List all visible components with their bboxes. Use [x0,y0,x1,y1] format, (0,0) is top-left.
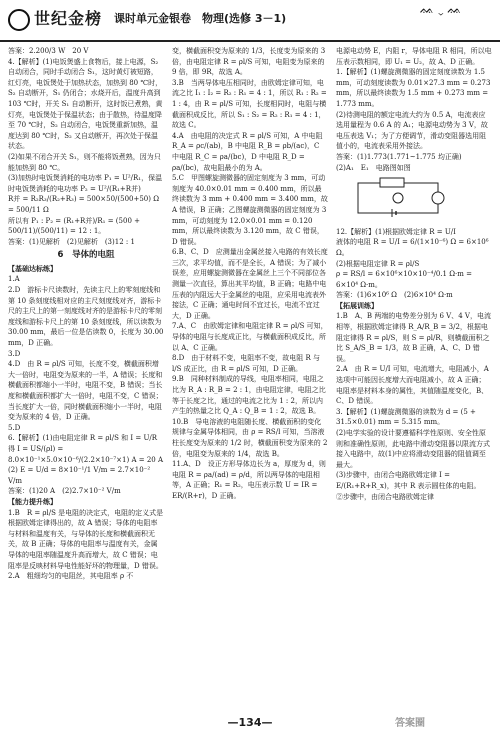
advanced-q1: 1.B R = ρl/S 是电阻的决定式，电阻的定义式是根据欧姆定律得出的，故 A 错误；导体的电阻率与材料和温度有关，与导体的长度和横截面积无关，故 B 正确；导体的电阻率与温度有关，金属导体的电阻率随温度升高而增大，故 C 错误；电阻率是反映材料导电性能好坏的物理量，D 错误。 [8,508,164,570]
basic-q5: 5.D [8,423,21,432]
subsection-advanced: 【能力提升练】 [8,497,57,506]
advanced-q3: 3.B 当两导体电压相同时，由欧姆定律可知，电流之比 I₁ : I₂ = R₂ : R₁ = 4 : 1，所以 R₁ : R₂ = 1 : 4，由 R = ρl/S 可知，长度相同时，电阻与横截面积成反比，所以 S₁ : S₂ = R₂ : R₁ = 4 : 1，故选 C。 [172,78,327,130]
experiment-q1: 1.【解析】(1)螺旋测微器的固定刻度读数为 1.5 mm，可动刻度读数为 0.01×27.3 mm = 0.273 mm，所以最终读数为 1.5 mm + 0.273 mm = 1.773 mm。 [336,68,491,108]
experiment-q1-answer2: (2)A₁ E₁ 电路图如图 [336,163,411,172]
column-2 [172,46,328,704]
watermark: 答案圈 [395,718,425,729]
experiment-q12-rho: ρ = RS/l = 6×10⁶×10×10⁻⁴/0.1 Ω·m = 6×10⁴ Ω·m。 [336,270,472,289]
brand-name: 世纪金榜 [34,9,103,28]
experiment-q12-law: (2)根据电阻定律 R = ρl/S [336,259,420,268]
extension-q3-part4: ②步骤中，由闭合电路欧姆定律 [336,492,434,501]
circuit-diagram [336,175,486,221]
advanced-q9: 9.B 同种材料制成的导线，电阻率相同，电阻之比为 R_A : R_B = 2 : 1，由电阻定律，电阻之比等于长度之比，通过的电流之比为 1 : 2，所以内产生的热量之比 Q_A : Q_B = 1 : 2，故选 B。 [172,375,326,416]
advanced-q7: 7.A、C 由欧姆定律和电阻定律 R = ρl/S 可知，导体的电阻与长度成正比，与横截面积成反比，所以 A、C 正确。 [172,322,328,352]
advanced-q2: 2.A 粗细均匀的电阻丝，其电阻率 ρ 不 [8,572,134,581]
advanced-q4: 4.A 由电阻的决定式 R = ρl/S 可知，A 中电阻 R_A = ρc/(ab)，B 中电阻 R_B = ρb/(ac)，C 中电阻 R_C = ρa/(bc)，D 中电阻 R_D = ρa/(bc)，故电阻最小的为 A。 [172,131,323,172]
page-header [0,0,500,42]
basic-q6: 6.【解析】(1)由电阻定律 R = ρl/S 和 I = U/R 得 I = US/(ρl) = 8.0×10⁻¹×5.0×10⁻⁶/(2.2×10⁻⁷×1) A = 20 A [8,434,164,464]
basic-q6-answer: 答案：(1)20 A (2)2.7×10⁻² V/m [8,487,121,496]
extension-q3: 3.【解析】(1)螺旋测微器的读数为 d = (5 + 31.5×0.01) mm = 5.315 mm。 [336,407,476,427]
experiment-q12-answer: 答案：(1)6×10⁶ Ω (2)6×10⁴ Ω·m [336,291,453,300]
experiment-q1-answer: 答案：(1)1.773(1.771~1.775 均正确) [336,152,462,161]
basic-q2: 2.D 游标卡尺读数时，先读主尺上的零刻度线和第 10 条刻度线相对应的主尺刻度线对齐，游标卡尺的主尺上的第一刻度线对齐的是游标卡尺的零刻度线和游标卡尺上的第 10 条刻度线，所以读数为 30.00 mm，最后一位是估读数 0，长度为 30.00 mm，D 正确。 [8,286,164,348]
experiment-q12: 12.【解析】(1)根据欧姆定律 R = U/I [336,227,456,236]
subsection-extension: 【拓展训练】 [336,301,378,310]
page-number: —134— [227,716,273,729]
basic-q3: 3.D [8,349,21,358]
section-title: 6 导体的电阻 [57,250,115,261]
basic-q6-part2: (2) E = U/d = 8×10⁻¹/1 V/m = 2.7×10⁻² V/m [8,466,151,485]
advanced-q11: 11.A、D 设正方形导体边长为 a，厚度为 d，则电阻 R = ρa/(ad) = ρ/d，所以两导体的电阻相等，A 正确；R₁ = R₂，电压表示数 U = IR = ER/(R+r)，D 正确。 [172,460,326,500]
basic-q4: 4.D 由 R = ρl/S 可知，长度不变，横截面积增大一倍时，电阻变为原来的一半，A 错误；长度和横截面积都缩小一半时，电阻不变，B 错误；当长度和横截面积都扩大一倍时，电阻不变，C 错误；当长度扩大一倍，同时横截面积缩小一半时，电阻变为原来的 4 倍，D 正确。 [8,360,163,422]
extension-q2: 2.A 由 R = U/I 可知，电流增大，电阻减小，A 选项中可能因长度增大而电阻减小，故 A 正确；电阻率是材料本身的属性，其值随温度变化，B、C、D 错误。 [336,365,489,406]
brand-emblem-icon [8,9,30,31]
extension-q3-part2: (2)电学实验的设计要遵循科学性原则、安全性原则和准确性原则，此电路中滑动变阻器以限流方式接入电路中，故(1)中应将滑动变阻器的阻值调至最大。 [336,429,490,469]
basic-q1: 1.A [8,275,20,284]
column-1 [8,46,164,704]
solution-4-formula: R并 = R₂R₃/(R₂+R₃) = 500×50/(500+50) Ω = 500/11 Ω [8,195,160,214]
extension-q1: 1.B A、B 两端的电势差分别为 6 V、4 V，电流相等，根据欧姆定律得 R_A/R_B = 3/2，根据电阻定律得 R = ρl/S，则 S = ρl/R，则横截面积之比 S_A/S_B = 1/3，故 B 正确，A、C、D 错误。 [336,312,491,363]
series-title: 课时单元金银卷 [114,12,191,25]
experiment-q1-part2: (2)待测电阻的额定电流大约为 0.5 A，电流表应选用量程为 0.6 A 的 A₁；电源电动势为 3 V，故电压表选 V₁；为了方便调节，滑动变阻器选用阻值小的，电流表采用外接法。 [336,110,488,151]
bird-decoration-icon: ᨐ ⌄ ᨐ [420,2,462,16]
advanced-q6: 6.B、C、D 应测量出金属丝接入电路的有效长度三次，求平均值，而不是全长，A 错误；为了减小误差，应用螺旋测微器在金属丝上三个不同部位各测量一次直径，算出其平均值，B 正确；电路中电压表的内阻远大于金属丝的电阻，应采用电流表外接法，C 正确；通电时间不宜过长，电流不宜过大，D 正确。 [172,248,328,320]
extension-q3-part3: (3)步骤中，由闭合电路欧姆定律 I = E/(R₁+R+R_x)，其中 R 表示圆柱体的电阻。 [336,471,481,490]
solution-4-part2: (2)如果不闭合开关 S₁，则不能将饭煮熟，因为只能加热到 80 ℃。 [8,152,161,172]
column-3 [336,46,492,704]
advanced-q5: 5.C 甲图螺旋测微器的固定刻度为 3 mm，可动刻度为 40.0×0.01 mm = 0.400 mm，所以最终读数为 3 mm + 0.400 mm = 3.400 mm，故 A 错误，B 正确；乙图螺旋测微器的固定刻度为 3 mm，可动刻度为 12.0×0.01 mm = 0.120 mm，所以最终读数为 3.120 mm，故 C 错误，D 错误。 [172,174,328,246]
solution-4-part3: (3)加热时电饭煲消耗的电功率 P₁ = U²/R₁，保温时电饭煲消耗的电功率 P₂ = U²/(R₁+R并) [8,174,163,193]
subject-title: 物理(选修 3－1) [202,12,287,25]
answer-line: 答案：2.200/3 W 20 V [8,47,89,55]
advanced-q2-cont: 变，横截面积变为原来的 1/3，长度变为原来的 3 倍，由电阻定律 R = ρl/S 可知，电阻变为原来的 9 倍，即 9R，故选 A。 [172,47,326,77]
advanced-q11-cont: 电源电动势 E，内阻 r，导体电阻 R 相同，所以电压表示数相同，即 U₁ = U₂，故 A、D 正确。 [336,47,492,66]
solution-4: 4.【解析】(1)电饭煲盛上食物后，接上电源，S₂ 自动闭合，同时手动闭合 S₁，这时黄灯被短路，红灯亮，电饭煲处于加热状态，加热到 80 ℃时，S₂ 自动断开，S₁ 仍闭合；水烧开后，温度升高到 103 ℃时，开关 S₁ 自动断开，这时饭已煮熟，黄灯亮，电饭煲处于保温状态；由于散热，待温度降至 70 ℃时，S₂ 自动闭合，电饭煲重新加热，温度达到 80 ℃时，S₂ 又自动断开，再次处于保温状态。 [8,57,163,151]
solution-4-answer: 答案：(1)见解析 (2)见解析 (3)12 : 1 [8,237,135,246]
subsection-basic: 【基础达标练】 [8,264,57,273]
advanced-q8: 8.D 由于材料不变，电阻率不变，故电阻 R 与 l/S 成正比，由 R = ρl/S 可知，D 正确。 [172,354,321,373]
brand-logo [8,6,102,31]
solution-4-ratio: 所以有 P₁ : P₂ = (R₁+R并)/R₁ = (500 + 500/11)/(500/11) = 12 : 1。 [8,216,140,236]
advanced-q10: 10.B 导电溶液的电阻随长度、横截面积的变化规律与金属导体相同，由 ρ = RS/l 可知，当溶液柱长度变为原来的 1/2 时，横截面积变为原来的 2 倍，电阻变为原来的 1/4，故选 B。 [172,417,328,458]
experiment-q12-r: 液体的电阻 R = U/I = 6/(1×10⁻⁶) Ω = 6×10⁶ Ω。 [336,238,489,257]
